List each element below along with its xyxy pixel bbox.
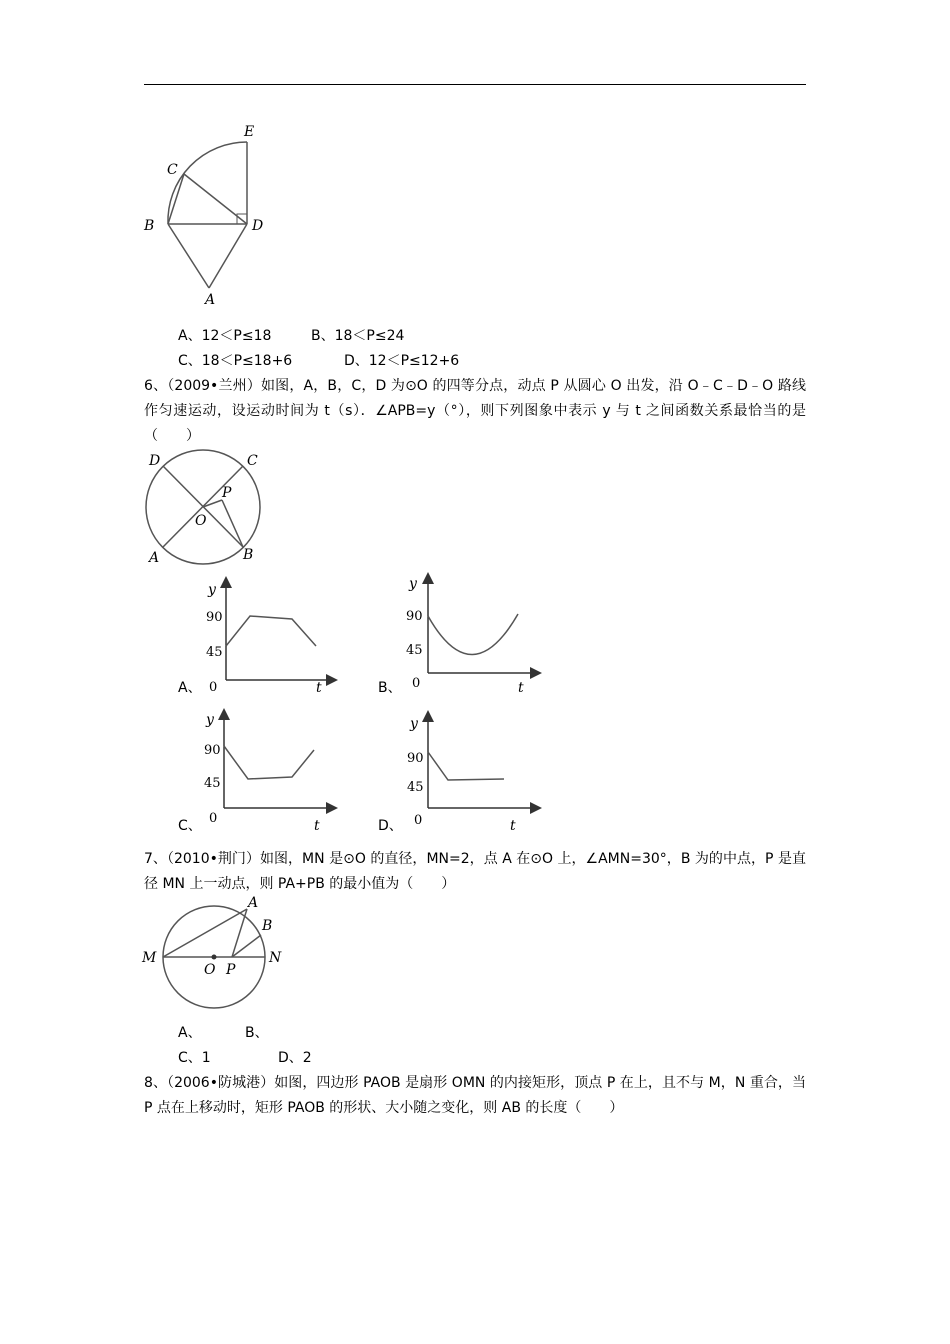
q8-question-text: 8、（2006•防城港）如图，四边形 PAOB 是扇形 OMN 的内接矩形，顶点 P 在上，且不与 M，N 重合，当 P 点在上移动时，矩形 PAOB 的形状、大小随之变化，则 AB 的长度（ ）: [144, 1075, 806, 1116]
q6-graph-a: [200, 576, 340, 696]
q7-option-b: B、: [245, 1025, 269, 1041]
q6-graph-b: [402, 574, 542, 694]
q7-label-P: P: [226, 962, 236, 978]
q6-graph-d-tick-90: 90: [407, 751, 424, 766]
q7-question-text: 7、（2010•荆门）如图，MN 是⊙O 的直径，MN=2，点 A 在⊙O 上，∠AMN=30°，B 为的中点，P 是直径 MN 上一动点，则 PA+PB 的最小值为（ ）: [144, 851, 806, 892]
q5-option-b: B、18＜P≤24: [311, 328, 405, 344]
q6-option-a-label: A、: [178, 680, 202, 696]
q6-graph-b-t: t: [518, 680, 524, 696]
q7-label-A: A: [248, 895, 259, 911]
q6-graph-b-tick-90: 90: [406, 609, 423, 624]
q5-option-c: C、18＜P≤18+6: [178, 353, 293, 369]
q6-label-B: B: [243, 547, 254, 563]
q6-graph-d-t: t: [510, 818, 516, 834]
q6-label-O: O: [195, 513, 207, 529]
q6-graph-b-tick-45: 45: [406, 643, 423, 658]
q7-option-c: C、1: [178, 1050, 211, 1066]
q6-label-D: D: [149, 453, 161, 469]
q6-graph-d-tick-45: 45: [407, 780, 424, 795]
q5-label-B: B: [144, 218, 155, 234]
q5-label-E: E: [244, 124, 255, 140]
q6-graph-d-y: y: [410, 716, 418, 732]
q6-label-C: C: [247, 453, 258, 469]
q5-label-D: D: [252, 218, 264, 234]
q5-option-a: A、12＜P≤18: [178, 328, 272, 344]
q7-label-N: N: [269, 950, 282, 966]
q6-graph-b-y: y: [409, 576, 417, 592]
q6-graph-a-tick-45: 45: [206, 645, 223, 660]
q6-question-text: 6、（2009•兰州）如图，A，B，C，D 为⊙O 的四等分点，动点 P 从圆心 O 出发，沿 O﹣C﹣D﹣O 路线作匀速运动，设运动时间为 t（s）．∠APB=y（°），则下列图象中表示 y 与 t 之间函数关系最恰当的是（ ）: [144, 378, 806, 444]
q6-option-d-label: D、: [378, 818, 403, 834]
q6-graph-c-tick-45: 45: [204, 776, 221, 791]
q7-label-M: M: [142, 950, 157, 966]
q6-graph-b-origin: 0: [412, 676, 421, 691]
q7-label-O: O: [204, 962, 216, 978]
q6-graph-a-tick-90: 90: [206, 610, 223, 625]
q6-label-P: P: [222, 485, 232, 501]
q5-option-d: D、12＜P≤12+6: [344, 353, 460, 369]
q6-graph-d: [402, 712, 542, 832]
q7-option-a: A、: [178, 1025, 202, 1041]
q6-graph-c: [200, 710, 340, 834]
q6-graph-c-origin: 0: [209, 811, 218, 826]
q7-label-B: B: [262, 918, 273, 934]
q7-figure: [140, 892, 290, 1018]
q6-graph-d-origin: 0: [414, 813, 423, 828]
q6-option-b-label: B、: [378, 680, 402, 696]
q7-option-d: D、2: [278, 1050, 312, 1066]
q6-graph-c-tick-90: 90: [204, 743, 221, 758]
q6-option-c-label: C、: [178, 818, 202, 834]
q6-graph-a-origin: 0: [209, 680, 218, 695]
q6-graph-c-t: t: [314, 818, 320, 834]
header-rule: [144, 84, 806, 85]
q5-label-C: C: [167, 162, 178, 178]
q5-label-A: A: [205, 292, 216, 308]
q6-label-A: A: [149, 550, 160, 566]
q6-graph-a-y: y: [208, 582, 216, 598]
q6-figure: [140, 448, 280, 568]
q6-graph-c-y: y: [206, 712, 214, 728]
q6-graph-a-t: t: [316, 680, 322, 696]
q5-figure: [140, 120, 280, 310]
